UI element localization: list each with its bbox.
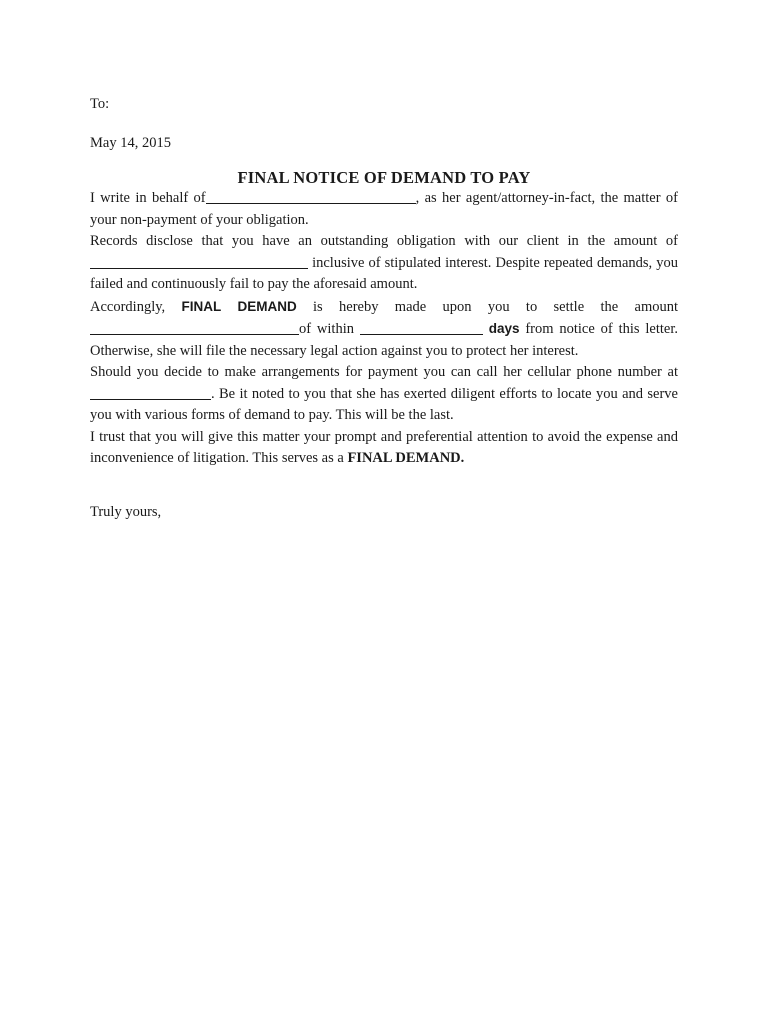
closing-salutation: Truly yours,: [90, 503, 162, 520]
paragraph-trust-text-a: I trust that you will give this matter your prompt and preferential attention to avoid the expense and inconvenience of litigation. This serves as a: [90, 428, 678, 466]
letter-page: [90, 86, 678, 523]
paragraph-arrangements-text-a: Should you decide to make arrangements for payment you can call her cellular phone number at: [90, 364, 678, 380]
paragraph-demand-text-b: is hereby made upon you to settle the amount: [296, 298, 679, 315]
final-demand-bold: FINAL DEMAND: [181, 298, 297, 314]
paragraph-records-text-a: Records disclose that you have an outstanding obligation with our client in the amount of: [90, 233, 678, 249]
paragraph-records-text-b: inclusive of stipulated interest. Despite repeated demands, you failed and continuously fail to pay the aforesaid amount.: [90, 254, 678, 292]
settle-amount-blank: [90, 320, 299, 335]
final-demand-closing-bold: FINAL DEMAND.: [347, 450, 465, 466]
phone-number-blank: [90, 385, 211, 400]
days-blank: [360, 320, 483, 335]
paragraph-behalf-text-a: I write in behalf of: [90, 190, 206, 206]
paragraph-arrangements-text-b: . Be it noted to you that she has exerted diligent efforts to locate you and serve you with various forms of demand to pay. This will be the last.: [90, 385, 678, 423]
paragraph-demand-text-c: of within: [299, 321, 360, 337]
paragraph-demand-text-a: Accordingly,: [90, 298, 182, 315]
paragraph-demand-text-d: from notice of this letter. Otherwise, she will file the necessary legal action against you to protect her interest.: [90, 321, 678, 359]
recipient-label: To:: [90, 96, 110, 112]
paragraph-demand: [90, 296, 678, 363]
paragraph-behalf-text-b: , as her agent/attorney-in-fact, the matter of your non-payment of your obligation.: [90, 190, 678, 228]
client-name-blank: [206, 189, 416, 204]
paragraph-records: [90, 231, 678, 296]
letter-date: May 14, 2015: [90, 134, 171, 151]
letter-title: FINAL NOTICE OF DEMAND TO PAY: [237, 168, 531, 187]
paragraph-arrangements: [90, 362, 678, 427]
paragraph-trust: [90, 427, 678, 470]
paragraph-behalf: [90, 188, 678, 231]
amount-blank: [90, 254, 308, 269]
days-bold: days: [488, 321, 520, 336]
